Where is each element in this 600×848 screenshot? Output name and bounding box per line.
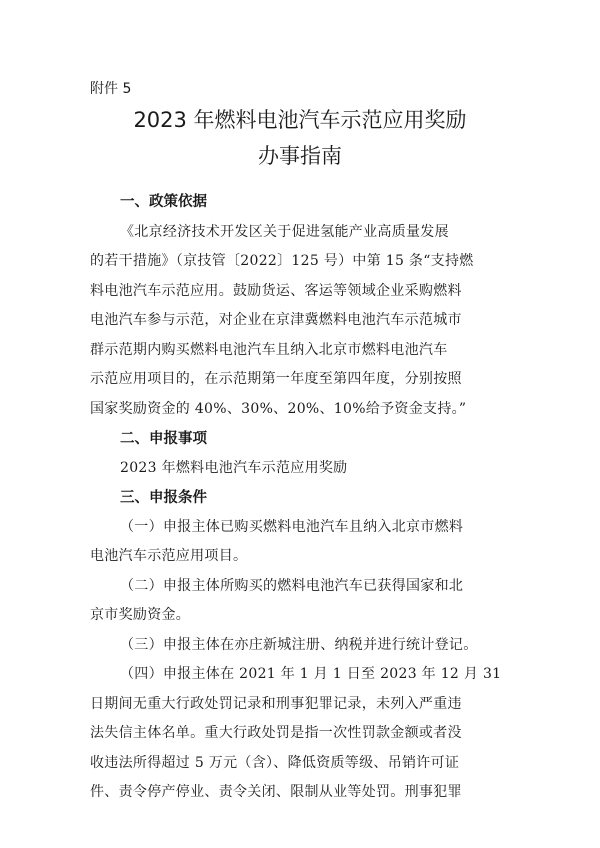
section-1-line: 料电池汽车示范应用。鼓励货运、客运等领域企业采购燃料: [90, 283, 462, 299]
section-3-line: （三）申报主体在亦庄新城注册、纳税并进行统计登记。: [120, 637, 478, 653]
section-1-line: 群示范期内购买燃料电池汽车且纳入北京市燃料电池汽车: [90, 342, 448, 358]
section-3-line: （一）申报主体已购买燃料电池汽车且纳入北京市燃料: [120, 519, 464, 535]
section-1-line: 的若干措施》（京技管〔2022〕125 号）中第 15 条“支持燃: [90, 253, 474, 269]
section-3-line: （四）申报主体在 2021 年 1 月 1 日至 2023 年 12 月 31: [120, 666, 502, 682]
section-1-heading: 一、政策依据: [120, 194, 207, 210]
section-3-line: 收违法所得超过 5 万元（含）、降低资质等级、吊销许可证: [90, 755, 460, 771]
section-3-line: （二）申报主体所购买的燃料电池汽车已获得国家和北: [120, 578, 464, 594]
section-3-line: 日期间无重大行政处罚记录和刑事犯罪记录，未列入严重违: [90, 696, 462, 712]
section-1-line: 《北京经济技术开发区关于促进氢能产业高质量发展: [120, 224, 449, 240]
document-title-line-2: 办事指南: [258, 144, 342, 168]
section-1-line: 示范应用项目的，在示范期第一年度至第四年度，分别按照: [90, 371, 462, 387]
attachment-label: 附件 5: [90, 81, 132, 97]
section-2-heading: 二、申报事项: [120, 431, 207, 447]
section-1-line: 电池汽车参与示范，对企业在京津冀燃料电池汽车示范城市: [90, 312, 462, 328]
document-title-line-1: 2023 年燃料电池汽车示范应用奖励: [133, 108, 467, 132]
section-3-line: 京市奖励资金。: [90, 607, 191, 623]
section-2-text: 2023 年燃料电池汽车示范应用奖励: [120, 460, 348, 476]
section-1-line: 国家奖励资金的 40%、30%、20%、10%给予资金支持。”: [90, 401, 467, 417]
section-3-line: 法失信主体名单。重大行政处罚是指一次性罚款金额或者没: [90, 725, 462, 741]
section-3-line: 件、责令停产停业、责令关闭、限制从业等处罚。刑事犯罪: [90, 784, 462, 800]
section-3-line: 电池汽车示范应用项目。: [90, 548, 248, 564]
section-3-heading: 三、申报条件: [120, 490, 207, 506]
